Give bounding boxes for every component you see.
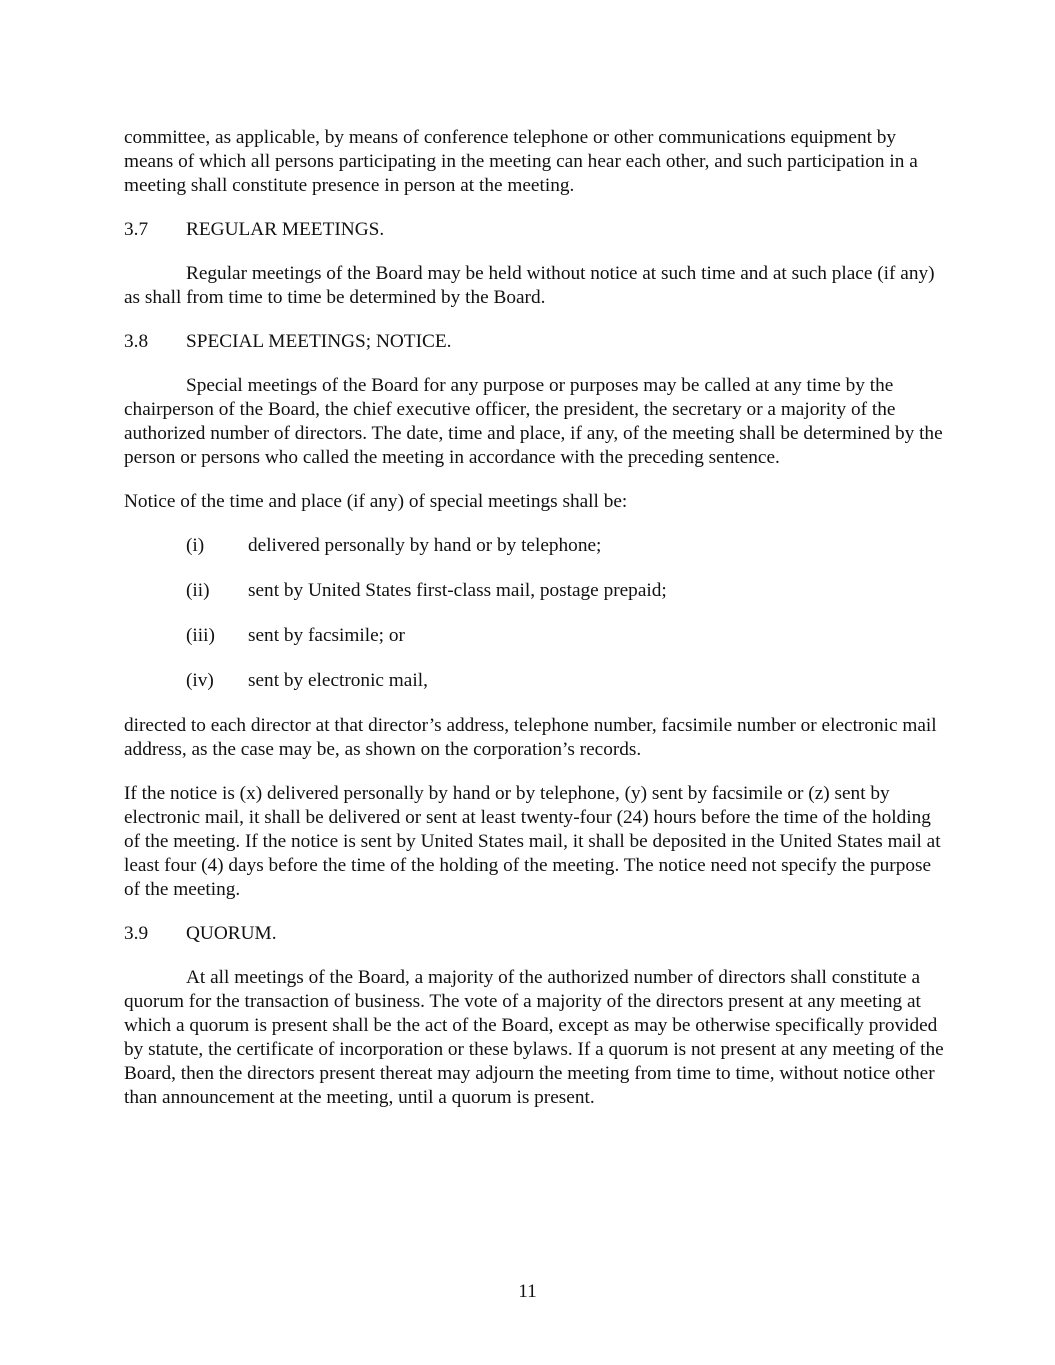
list-text: delivered personally by hand or by telephone; <box>248 535 602 556</box>
list-item <box>186 534 944 558</box>
section-3-8-paragraph: Special meetings of the Board for any purpose or purposes may be called at any time by the chairperson of the Board, the chief executive officer, the president, the secretary or a majority of the authorized number of directors. The date, time and place, if any, of the meeting shall be determined by the person or persons who called the meeting in accordance with the preceding sentence. <box>124 375 943 468</box>
list-text: sent by facsimile; or <box>248 625 405 646</box>
notice-intro-paragraph: Notice of the time and place (if any) of special meetings shall be: <box>124 491 628 512</box>
directed-paragraph: directed to each director at that director’s address, telephone number, facsimile number or electronic mail address, as the case may be, as shown on the corporation’s records. <box>124 715 937 760</box>
section-title: REGULAR MEETINGS. <box>186 219 385 240</box>
list-text: sent by electronic mail, <box>248 670 428 691</box>
section-3-9-heading <box>124 922 944 946</box>
list-marker: (iv) <box>186 670 214 691</box>
section-3-7-paragraph: Regular meetings of the Board may be held without notice at such time and at such place (if any) as shall from time to time be determined by the Board. <box>124 263 935 308</box>
section-title: SPECIAL MEETINGS; NOTICE. <box>186 331 452 352</box>
continuation-paragraph: committee, as applicable, by means of conference telephone or other communications equipment by means of which all persons participating in the meeting can hear each other, and such participation in a meeting shall constitute presence in person at the meeting. <box>124 127 918 196</box>
section-3-9-paragraph: At all meetings of the Board, a majority of the authorized number of directors shall constitute a quorum for the transaction of business. The vote of a majority of the directors present at any meeting at which a quorum is present shall be the act of the Board, except as may be otherwise specifically provided by statute, the certificate of incorporation or these bylaws. If a quorum is not present at any meeting of the Board, then the directors present thereat may adjourn the meeting from time to time, without notice other than announcement at the meeting, until a quorum is present. <box>124 967 944 1108</box>
section-number: 3.9 <box>124 923 149 944</box>
list-item <box>186 624 944 648</box>
section-title: QUORUM. <box>186 923 277 944</box>
section-3-8-heading <box>124 330 944 354</box>
list-text: sent by United States first-class mail, postage prepaid; <box>248 580 667 601</box>
section-number: 3.8 <box>124 331 149 352</box>
document-page <box>124 126 944 1130</box>
list-marker: (i) <box>186 535 205 556</box>
list-marker: (iii) <box>186 625 215 646</box>
page-number: 11 <box>518 1281 537 1302</box>
list-item <box>186 579 944 603</box>
notice-timing-paragraph: If the notice is (x) delivered personally by hand or by telephone, (y) sent by facsimile or (z) sent by electronic mail, it shall be delivered or sent at least twenty-four (24) hours before the time of the holding of the meeting. If the notice is sent by United States mail, it shall be deposited in the United States mail at least four (4) days before the time of the holding of the meeting. The notice need not specify the purpose of the meeting. <box>124 783 941 900</box>
section-number: 3.7 <box>124 219 149 240</box>
list-item <box>186 669 944 693</box>
section-3-7-heading <box>124 218 944 242</box>
list-marker: (ii) <box>186 580 210 601</box>
